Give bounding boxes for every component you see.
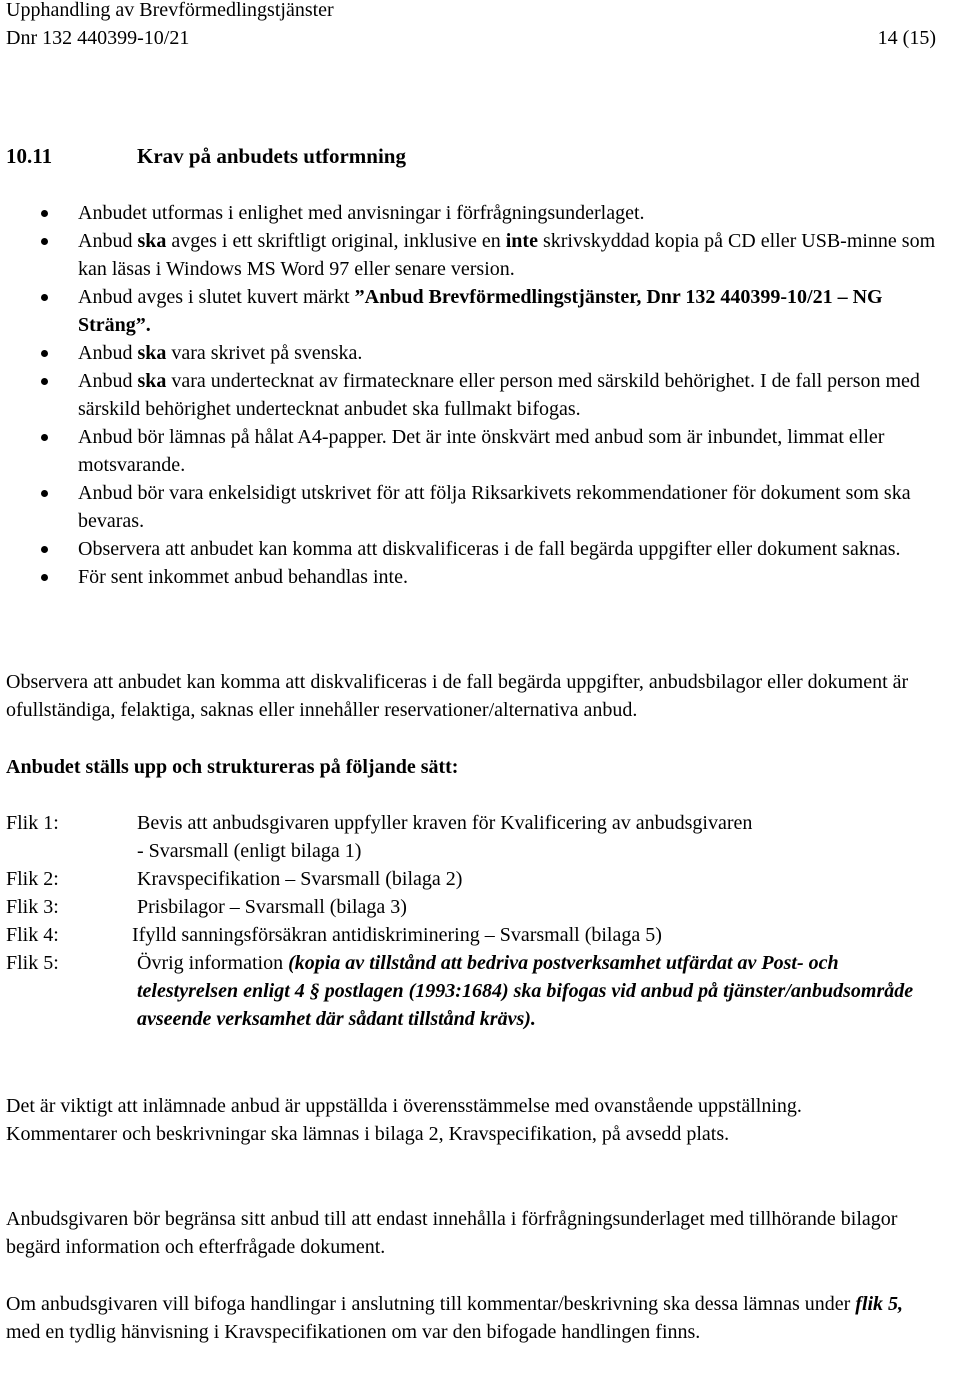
flik-label: Flik 1: bbox=[6, 812, 59, 834]
header-title-line bbox=[6, 0, 936, 24]
flik-text: Bevis att anbudsgivaren uppfyller kraven för Kvalificering av anbudsgivaren - Svarsmall (enligt bilaga 1) bbox=[137, 812, 753, 862]
bullet-icon bbox=[41, 210, 48, 217]
flik-label: Flik 2: bbox=[6, 868, 59, 890]
section-number: 10.11 bbox=[6, 144, 53, 168]
flik-text: Ifylld sanningsförsäkran antidiskriminering – Svarsmall (bilaga 5) bbox=[132, 924, 662, 946]
list-item: Anbud avges i slutet kuvert märkt ”Anbud Brevförmedlingstjänster, Dnr 132 440399-10/21 – NG Sträng”. bbox=[0, 283, 950, 339]
flik-row-3 bbox=[6, 893, 956, 921]
header-title: Upphandling av Brevförmedlingstjänster bbox=[6, 0, 334, 21]
bullet-icon bbox=[41, 294, 48, 301]
page-header bbox=[6, 0, 936, 52]
header-dnr-line bbox=[6, 24, 936, 52]
list-item: Observera att anbudet kan komma att diskvalificeras i de fall begärda uppgifter eller dokument saknas. bbox=[0, 535, 950, 563]
list-item: Anbud bör vara enkelsidigt utskrivet för att följa Riksarkivets rekommendationer för dokument som ska bevaras. bbox=[0, 479, 950, 535]
page-number: 14 (15) bbox=[877, 27, 936, 49]
list-item: Anbudet utformas i enlighet med anvisningar i förfrågningsunderlaget. bbox=[0, 199, 950, 227]
flik-text: Övrig information (kopia av tillstånd att bedriva postverksamhet utfärdat av Post- och telestyrelsen enligt 4 § postlagen (1993:1684) ska bifogas vid anbud på tjänster/anbudsområde avseende verksamhet där sådant tillstånd krävs). bbox=[137, 952, 914, 1030]
list-item: Anbud ska vara skrivet på svenska. bbox=[0, 339, 950, 367]
bullet-icon bbox=[41, 378, 48, 385]
bullet-icon bbox=[41, 350, 48, 357]
bullet-icon bbox=[41, 546, 48, 553]
requirements-list bbox=[0, 199, 950, 591]
header-dnr: Dnr 132 440399-10/21 bbox=[6, 27, 190, 49]
flik-text: Prisbilagor – Svarsmall (bilaga 3) bbox=[137, 896, 407, 918]
flik-table bbox=[6, 809, 956, 1033]
flik-row-4 bbox=[6, 921, 956, 949]
flik-row-5 bbox=[6, 949, 956, 1033]
flik-text: Kravspecifikation – Svarsmall (bilaga 2) bbox=[137, 868, 463, 890]
bullet-icon bbox=[41, 434, 48, 441]
attach-paragraph: Om anbudsgivaren vill bifoga handlingar i anslutning till kommentar/beskrivning ska dessa lämnas under flik 5, med en tydlig hänvisning i Kravspecifikationen om var den bifogade handlingen finns. bbox=[6, 1293, 904, 1343]
important-paragraph: Det är viktigt att inlämnade anbud är uppställda i överensstämmelse med ovanstående uppställning. Kommentarer och beskrivningar ska lämnas i bilaga 2, Kravspecifikation, på avsedd plats. bbox=[6, 1095, 802, 1145]
flik-label: Flik 4: bbox=[6, 924, 59, 946]
limit-paragraph: Anbudsgivaren bör begränsa sitt anbud till att endast innehålla i förfrågningsunderlaget med tillhörande bilagor begärd information och efterfrågade dokument. bbox=[6, 1208, 898, 1258]
flik-label: Flik 3: bbox=[6, 896, 59, 918]
bullet-icon bbox=[41, 574, 48, 581]
list-item: Anbud bör lämnas på hålat A4-papper. Det är inte önskvärt med anbud som är inbundet, limmat eller motsvarande. bbox=[0, 423, 950, 479]
flik-row-1 bbox=[6, 809, 956, 865]
observera-paragraph: Observera att anbudet kan komma att diskvalificeras i de fall begärda uppgifter, anbudsbilagor eller dokument är ofullständiga, felaktiga, saknas eller innehåller reservationer/alternativa anbud. bbox=[6, 671, 909, 721]
list-item: Anbud ska vara undertecknat av firmatecknare eller person med särskild behörighet. I de fall person med särskild behörighet undertecknat anbudet ska fullmakt bifogas. bbox=[0, 367, 950, 423]
list-item: Anbud ska avges i ett skriftligt original, inklusive en inte skrivskyddad kopia på CD eller USB-minne som kan läsas i Windows MS Word 97 eller senare version. bbox=[0, 227, 950, 283]
bullet-icon bbox=[41, 490, 48, 497]
structure-heading: Anbudet ställs upp och struktureras på följande sätt: bbox=[6, 756, 459, 778]
flik-row-2 bbox=[6, 865, 956, 893]
flik-label: Flik 5: bbox=[6, 952, 59, 974]
section-heading bbox=[6, 142, 406, 170]
bullet-icon bbox=[41, 238, 48, 245]
list-item: För sent inkommet anbud behandlas inte. bbox=[0, 563, 950, 591]
section-title: Krav på anbudets utformning bbox=[137, 144, 406, 168]
